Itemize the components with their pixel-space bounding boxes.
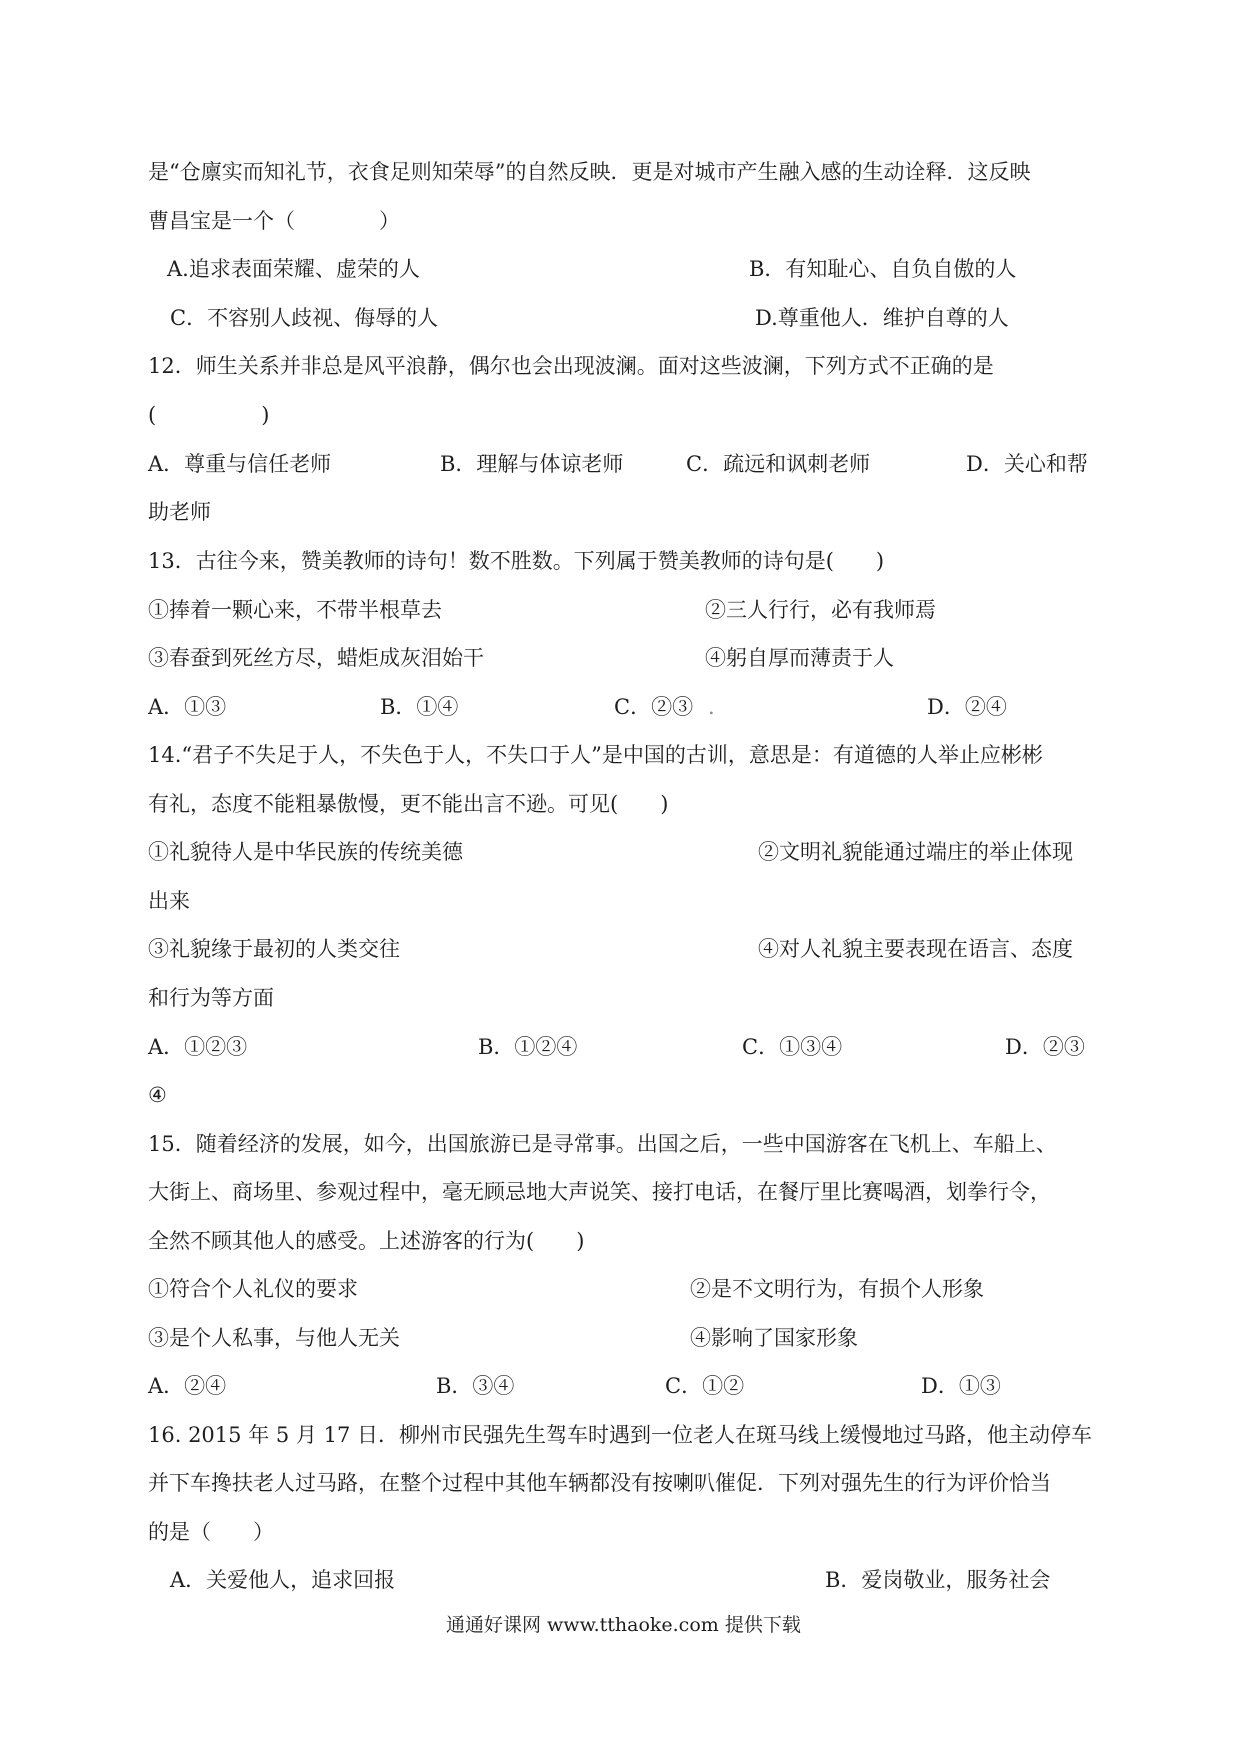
- q14-item-1: ①礼貌待人是中华民族的传统美德: [148, 840, 463, 864]
- q11-option-a: A.追求表面荣耀、虚荣的人: [167, 257, 420, 281]
- q13-stem: 13．古往今来，赞美教师的诗句！数不胜数。下列属于赞美教师的诗句是( ): [148, 549, 885, 573]
- q11-option-d: D.尊重他人．维护自尊的人: [755, 306, 1009, 330]
- q16-stem-line3: 的是（ ）: [148, 1520, 274, 1544]
- q12-option-d: D．关心和帮: [966, 452, 1088, 476]
- q12-option-b: B．理解与体谅老师: [440, 452, 624, 476]
- q16-stem-line2: 并下车搀扶老人过马路，在整个过程中其他车辆都没有按喇叭催促．下列对强先生的行为评价恰当: [148, 1471, 1051, 1495]
- q11-option-b: B．有知耻心、自负自傲的人: [749, 257, 1017, 281]
- q14-option-d-continued: ④: [148, 1083, 167, 1107]
- q14-stem-line1: 14.“君子不失足于人，不失色于人，不失口于人”是中国的古训，意思是：有道德的人举止应彬彬: [148, 743, 1043, 767]
- q12-stem-line1: 12．师生关系并非总是风平浪静，偶尔也会出现波澜。面对这些波澜，下列方式不正确的是: [148, 354, 994, 378]
- q13-option-c: C．②③: [614, 695, 694, 719]
- q13-item-4: ④躬自厚而薄责于人: [705, 646, 894, 670]
- q14-option-d: D．②③: [1005, 1035, 1085, 1059]
- q14-item-4: ④对人礼貌主要表现在语言、态度: [758, 937, 1073, 961]
- q15-item-2: ②是不文明行为，有损个人形象: [690, 1277, 984, 1301]
- q15-option-a: A．②④: [148, 1374, 227, 1398]
- q13-option-c-mark: .: [708, 695, 715, 719]
- q11-option-c: C．不容别人歧视、侮辱的人: [170, 306, 439, 330]
- q15-stem-line1: 15．随着经济的发展，如今，出国旅游已是寻常事。出国之后，一些中国游客在飞机上、车船上、: [148, 1132, 1057, 1156]
- q14-item-2: ②文明礼貌能通过端庄的举止体现: [758, 840, 1073, 864]
- q15-option-c: C．①②: [665, 1374, 745, 1398]
- q16-option-a: A．关爱他人，追求回报: [170, 1568, 396, 1592]
- q13-option-b: B．①④: [380, 695, 459, 719]
- q12-stem-line2: ( ): [148, 403, 270, 427]
- q15-stem-line3: 全然不顾其他人的感受。上述游客的行为( ): [148, 1229, 585, 1253]
- q13-option-a: A．①③: [148, 695, 227, 719]
- q14-item-2-continued: 出来: [148, 889, 190, 913]
- q11-stem-line2: 曹昌宝是一个（ ）: [148, 209, 400, 233]
- q16-stem-line1: 16. 2015 年 5 月 17 日．柳州市民强先生驾车时遇到一位老人在斑马线上缓慢地过马路，他主动停车: [148, 1423, 1092, 1447]
- q14-item-4-continued: 和行为等方面: [148, 986, 274, 1010]
- q15-item-3: ③是个人私事，与他人无关: [148, 1326, 400, 1350]
- q14-item-3: ③礼貌缘于最初的人类交往: [148, 937, 400, 961]
- q11-stem-line1: 是“仓廪实而知礼节，衣食足则知荣辱”的自然反映．更是对城市产生融入感的生动诠释．这反映: [148, 160, 1031, 184]
- q12-option-c: C．疏远和讽刺老师: [686, 452, 871, 476]
- q14-option-b: B．①②④: [478, 1035, 578, 1059]
- q16-option-b: B．爱岗敬业，服务社会: [825, 1568, 1051, 1592]
- q13-option-d: D．②④: [927, 695, 1007, 719]
- q15-option-d: D．①③: [921, 1374, 1001, 1398]
- q15-item-4: ④影响了国家形象: [690, 1326, 858, 1350]
- q15-stem-line2: 大街上、商场里、参观过程中，毫无顾忌地大声说笑、接打电话，在餐厅里比赛喝酒，划拳行令，: [148, 1180, 1051, 1204]
- q13-item-3: ③春蚕到死丝方尽，蜡炬成灰泪始干: [148, 646, 484, 670]
- q15-option-b: B．③④: [436, 1374, 515, 1398]
- q14-option-c: C．①③④: [742, 1035, 843, 1059]
- q12-option-d-continued: 助老师: [148, 500, 211, 524]
- q13-item-1: ①捧着一颗心来，不带半根草去: [148, 598, 442, 622]
- q13-item-2: ②三人行行，必有我师焉: [705, 598, 936, 622]
- q14-stem-line2: 有礼，态度不能粗暴傲慢，更不能出言不逊。可见( ): [148, 792, 669, 816]
- q14-option-a: A．①②③: [148, 1035, 248, 1059]
- q12-option-a: A．尊重与信任老师: [148, 452, 332, 476]
- footer-source-note: 通通好课网 www.tthaoke.com 提供下载: [446, 1614, 801, 1636]
- q15-item-1: ①符合个人礼仪的要求: [148, 1277, 358, 1301]
